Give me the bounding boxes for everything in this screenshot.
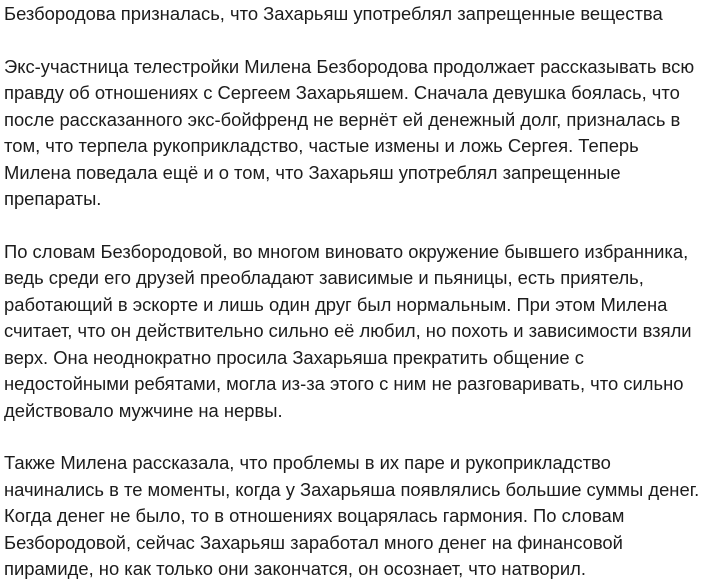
article-paragraph-1: Экс-участница телестройки Милена Безбородова продолжает рассказывать всю правду об отношениях с Сергеем Захарьяшем. Сначала девушка боялась, что после рассказанного экс-бойфренд не вернёт ей денежный долг, призналась в том, что терпела рукоприкладство, частые измены и ложь Сергея. Теперь Милена поведала ещё и о том, что Захарьяш употреблял запрещенные препараты. bbox=[4, 55, 695, 209]
article-title: Безбородова призналась, что Захарьяш употреблял запрещенные вещества bbox=[4, 3, 663, 24]
article-paragraph-2: По словам Безбородовой, во многом виновато окружение бывшего избранника, ведь среди его друзей преобладают зависимые и пьяницы, есть приятель, работающий в эскорте и лишь один друг был нормальным. При этом Милена считает, что он действительно сильно её любил, но похоть и зависимости взяли верх. Она неоднократно просила Захарьяша прекратить общение с недостойными ребятами, могла из-за этого с ним не разговаривать, что сильно действовало мужчине на нервы. bbox=[4, 240, 692, 421]
article-paragraph-3: Также Милена рассказала, что проблемы в их паре и рукоприкладство начинались в те моменты, когда у Захарьяша появлялись большие суммы денег. Когда денег не было, то в отношениях воцарялась гармония. По словам Безбородовой, сейчас Захарьяш заработал много денег на финансовой пирамиде, но как только они закончатся, он осознает, что натворил. bbox=[4, 452, 700, 579]
article bbox=[4, 0, 710, 583]
